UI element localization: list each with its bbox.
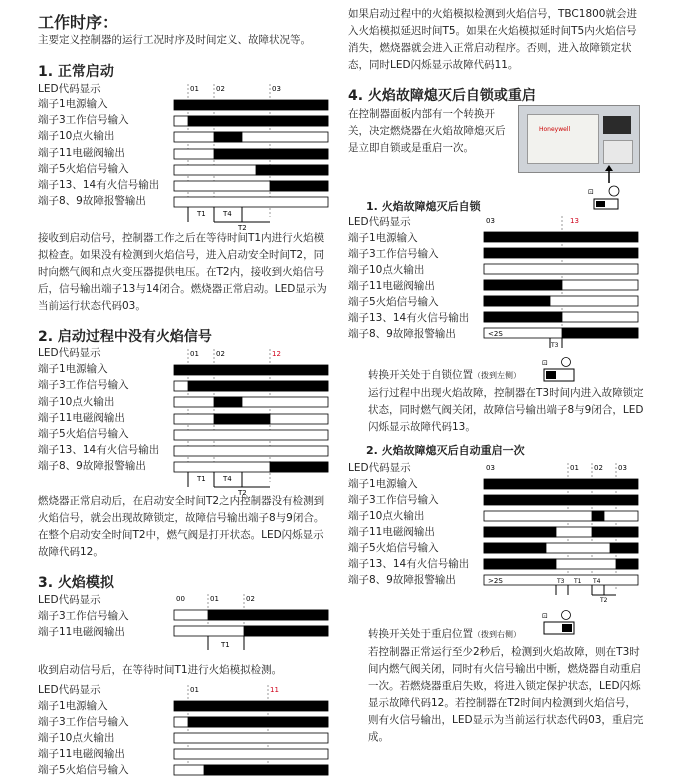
row-label: LED代码显示 xyxy=(38,594,101,606)
flame-sim-delay-desc: 如果启动过程中的火焰模拟检测到火焰信号，TBC1800就会进入火焰模拟延迟时间T5。如果在火焰模拟延时间T5内火焰信号消失，燃烧器就会进入正常启动程序。否则，进入故障锁定状态，同时LED闪烁显示故障代码11。 xyxy=(348,8,637,71)
row-label: 端子13、14有火信号输出 xyxy=(38,179,160,191)
section-no-flame-title: 2. 启动过程中没有火焰信号 xyxy=(38,329,212,345)
time-label: T2 xyxy=(238,224,247,232)
row-label: 端子3工作信号输入 xyxy=(348,494,439,506)
led-code: 01 xyxy=(570,464,579,472)
arrow-icon xyxy=(603,165,623,185)
row-label: 端子8、9故障报警输出 xyxy=(348,328,456,340)
led-code: 03 xyxy=(486,217,495,225)
led-code: 02 xyxy=(216,350,225,358)
row-label: 端子11电磁阀输出 xyxy=(38,147,125,159)
led-code: 02 xyxy=(594,464,603,472)
controller-board-photo xyxy=(518,105,640,173)
row-label: 端子5火焰信号输入 xyxy=(38,163,129,175)
row-label: 端子3工作信号输入 xyxy=(38,610,129,622)
row-label: 端子8、9故障报警输出 xyxy=(348,574,456,586)
row-label: 端子5火焰信号输入 xyxy=(38,764,129,776)
row-label: 端子11电磁阀输出 xyxy=(38,626,125,638)
row-label: 端子13、14有火信号输出 xyxy=(348,312,470,324)
honeywell-logo: Honeywell xyxy=(539,126,571,133)
row-label: 端子10点火输出 xyxy=(38,732,115,744)
switch-restart-text: 转换开关处于重启位置 xyxy=(368,628,473,640)
row-label: 端子8、9故障报警输出 xyxy=(38,460,146,472)
switch-lock-text: 转换开关处于自锁位置 xyxy=(368,369,473,381)
switch-left-icon[interactable] xyxy=(542,357,582,387)
time-label: T1 xyxy=(197,210,206,218)
section-no-flame-desc: 燃烧器正常启动后，在启动安全时间T2之内控制器没有检测到火焰信号，就会出现故障锁定，故障信号输出端子8与9闭合。在整个启动安全时间T2中，燃气阀是打开状态。LED闪烁显示故障代码12。 xyxy=(38,495,325,558)
row-label: LED代码显示 xyxy=(38,83,101,95)
led-code: 01 xyxy=(190,350,199,358)
time-label: T2 xyxy=(600,597,608,604)
page-title: 工作时序： xyxy=(38,13,119,32)
section-lockout-title: 1. 火焰故障熄灭后自锁 xyxy=(366,200,481,213)
section-flame-sim-desc: 收到启动信号后，在等待时间T1进行火焰模拟检测。 xyxy=(38,664,283,676)
time-label: T4 xyxy=(223,475,232,483)
row-label: 端子3工作信号输入 xyxy=(38,114,129,126)
row-label: 端子1电源输入 xyxy=(38,363,108,375)
switch-restart-note: （拨到右侧） xyxy=(473,630,521,639)
row-label: 端子1电源输入 xyxy=(348,232,418,244)
row-label: 端子1电源输入 xyxy=(38,98,108,110)
section-normal-start-desc: 接收到启动信号，控制器工作之后在等待时间T1内进行火焰模拟检查。如果没有检测到火焰信号，进入启动安全时间T2，同时向燃气阀和点火变压器提供电压。在T2内，接收到火焰信号后，信号输出端子13与14闭合。燃烧器正常启动。LED显示为当前运行状态代码03。 xyxy=(38,232,327,312)
row-label: 端子11电磁阀输出 xyxy=(348,526,435,538)
time-label: T3 xyxy=(551,342,559,349)
led-code: 00 xyxy=(176,595,185,603)
section-restart-desc: 若控制器正常运行至少2秒后，检测到火焰故障，则在T3时间内燃气阀关闭，同时有火信号输出中断，燃烧器自动重启一次。若燃烧器重启失败，将进入锁定保护状态，LED闪烁显示故障代码12。若控制器在T2时间内检测到火焰信号，则有火信号输出，LED显示为当前运行状态代码03，重启完成。 xyxy=(368,646,644,743)
svg-text:⊡: ⊡ xyxy=(542,612,548,620)
led-code: 03 xyxy=(618,464,627,472)
section-normal-start-title: 1. 正常启动 xyxy=(38,64,114,80)
row-label: LED代码显示 xyxy=(348,216,411,228)
section-lockout-desc: 运行过程中出现火焰故障，控制器在T3时间内进入故障锁定状态，同时燃气阀关闭，故障信号输出端子8与9闭合，LED闪烁显示故障代码13。 xyxy=(368,387,644,433)
row-label: 端子3工作信号输入 xyxy=(348,248,439,260)
svg-text:⊡: ⊡ xyxy=(588,188,594,196)
switch-right-icon[interactable] xyxy=(542,610,582,640)
row-label: LED代码显示 xyxy=(38,684,101,696)
row-label: 端子11电磁阀输出 xyxy=(38,412,125,424)
switch-restart-label xyxy=(368,626,521,641)
row-label: 端子10点火输出 xyxy=(38,396,115,408)
row-label: 端子5火焰信号输入 xyxy=(38,428,129,440)
time-label: T4 xyxy=(223,210,232,218)
switch-lock-label xyxy=(368,367,521,382)
time-label: T1 xyxy=(197,475,206,483)
time-label: T4 xyxy=(593,578,601,585)
time-label: T2 xyxy=(238,489,247,497)
section-flame-fault-title: 4. 火焰故障熄灭后自锁或重启 xyxy=(348,88,536,104)
led-code: 03 xyxy=(272,85,281,93)
row-label: 端子11电磁阀输出 xyxy=(348,280,435,292)
led-code: 02 xyxy=(246,595,255,603)
section-flame-sim-title: 3. 火焰模拟 xyxy=(38,575,114,591)
row-label: 端子5火焰信号输入 xyxy=(348,296,439,308)
led-code: 03 xyxy=(486,464,495,472)
time-label: <2S xyxy=(488,330,503,338)
section-flame-fault-desc: 在控制器面板内部有一个转换开关，决定燃烧器在火焰故障熄灭后是立即自锁或是重启一次。 xyxy=(348,108,506,154)
row-label: 端子10点火输出 xyxy=(38,130,115,142)
row-label: 端子1电源输入 xyxy=(38,700,108,712)
row-label: 端子10点火输出 xyxy=(348,510,425,522)
row-label: LED代码显示 xyxy=(38,347,101,359)
led-code: 01 xyxy=(210,595,219,603)
row-label: 端子13、14有火信号输出 xyxy=(38,444,160,456)
timing-diagram-flame-sim-fault xyxy=(174,683,329,777)
led-fault-code: 11 xyxy=(270,686,279,694)
intro-text: 主要定义控制器的运行工况时序及时间定义、故障状况等。 xyxy=(38,34,311,46)
svg-text:⊡: ⊡ xyxy=(542,359,548,367)
row-label: 端子1电源输入 xyxy=(348,478,418,490)
timing-diagram-no-flame xyxy=(174,347,329,497)
row-label: 端子3工作信号输入 xyxy=(38,716,129,728)
timing-diagram-normal-start xyxy=(174,82,329,232)
timing-diagram-lockout xyxy=(484,214,639,349)
timing-diagram-restart xyxy=(484,461,639,606)
led-code: 01 xyxy=(190,85,199,93)
timing-diagram-flame-sim xyxy=(174,592,329,652)
switch-lock-icon xyxy=(588,185,638,215)
row-label: 端子3工作信号输入 xyxy=(38,379,129,391)
time-label: >2S xyxy=(488,577,503,585)
led-code: 01 xyxy=(190,686,199,694)
led-code: 02 xyxy=(216,85,225,93)
row-label: 端子13、14有火信号输出 xyxy=(348,558,470,570)
row-label: 端子5火焰信号输入 xyxy=(348,542,439,554)
led-fault-code: 12 xyxy=(272,350,281,358)
row-label: 端子10点火输出 xyxy=(348,264,425,276)
row-label: 端子8、9故障报警输出 xyxy=(38,195,146,207)
led-fault-code: 13 xyxy=(570,217,579,225)
time-label: T3 xyxy=(557,578,565,585)
time-label: T1 xyxy=(221,641,230,649)
row-label: LED代码显示 xyxy=(348,462,411,474)
time-label: T1 xyxy=(574,578,582,585)
section-restart-title: 2. 火焰故障熄灭后自动重启一次 xyxy=(366,444,525,457)
switch-lock-note: （拨到左侧） xyxy=(473,371,521,380)
row-label: 端子11电磁阀输出 xyxy=(38,748,125,760)
